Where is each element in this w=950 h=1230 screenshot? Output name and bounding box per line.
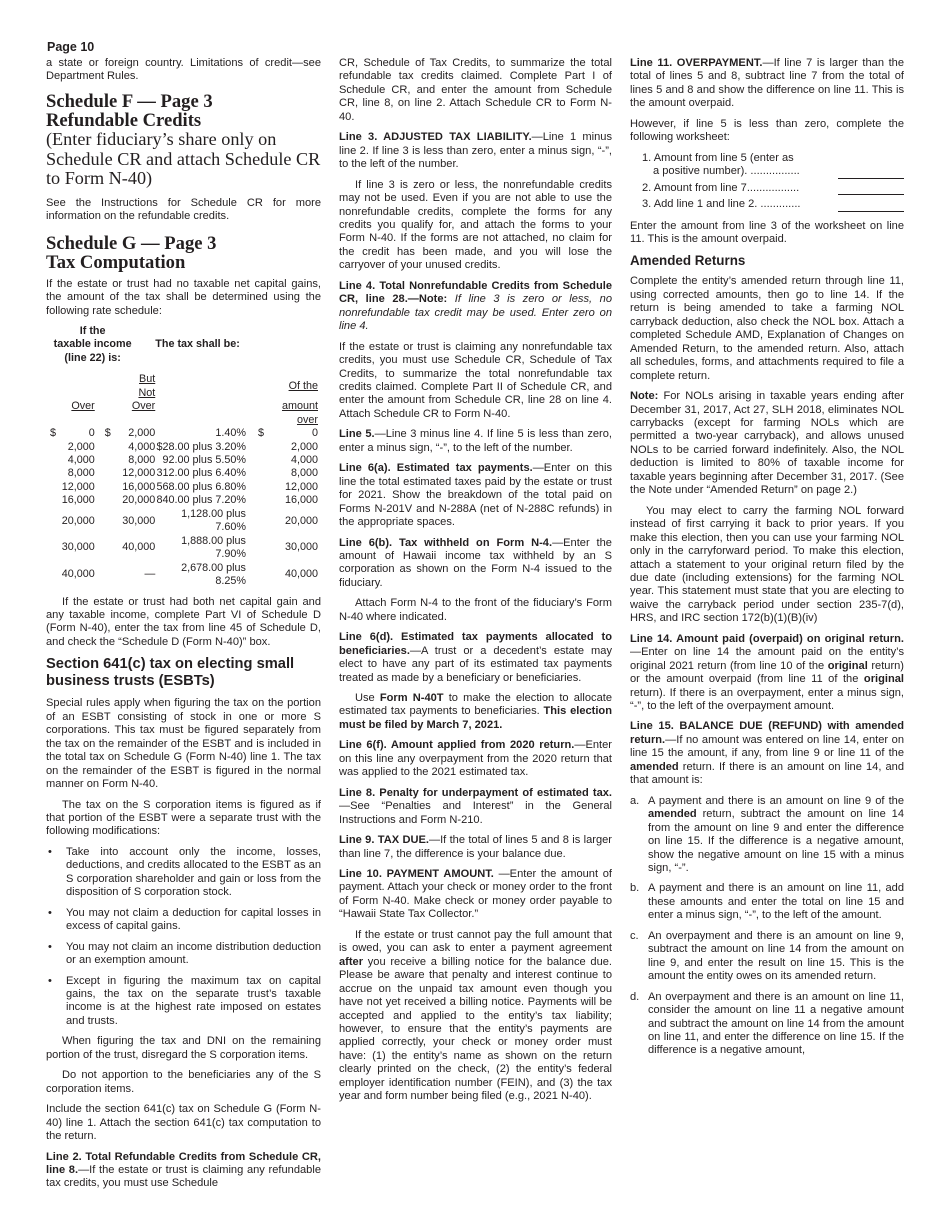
line-4-paragraph: Line 4. Total Nonrefundable Credits from Schedule CR, line 28.—Note: If line 3 is zero or less, no nonrefundable tax credit may be used. Enter zero on line 4. bbox=[339, 279, 612, 333]
rate-cell bbox=[95, 508, 122, 535]
section-641c-heading: Section 641(c) tax on electing small business trusts (ESBTs) bbox=[46, 656, 295, 690]
rate-cell: 1.40% bbox=[215, 427, 246, 440]
rate-cell: 12,000 bbox=[284, 480, 318, 493]
rate-cell: — bbox=[144, 568, 156, 581]
modifications-list bbox=[46, 846, 321, 1028]
rate-cell: $28.00 plus 3.20% bbox=[156, 440, 246, 453]
rate-cell: 8,000 bbox=[67, 467, 95, 480]
schedule-f-subheading: (Enter fiduciary’s share only on Schedule CR and attach Schedule CR to Form N-40) bbox=[46, 128, 321, 189]
paragraph: a state or foreign country. Limitations of credit—see Department Rules. bbox=[46, 57, 321, 83]
rate-cell: 30,000 bbox=[61, 541, 95, 554]
paragraph: Attach Form N-4 to the front of the fiduciary’s Form N-40 where indicated. bbox=[339, 597, 612, 623]
col-butnot: But Not bbox=[138, 373, 156, 399]
list-item: • You may not claim a deduction for capital losses in excess of capital gains. bbox=[46, 907, 321, 934]
rate-cell: 0 bbox=[88, 427, 95, 440]
rate-row bbox=[50, 508, 318, 535]
line-15-conditions-list bbox=[630, 795, 904, 1058]
page-number: Page 10 bbox=[47, 40, 95, 54]
header-if: If the bbox=[79, 324, 106, 337]
line-6b-paragraph: Line 6(b). Tax withheld on Form N-4.—Enter the amount of Hawaii income tax withheld by an S corporation as shown on the Form N-4 issued to the fiduciary. bbox=[339, 536, 612, 589]
rate-cell: 4,000 bbox=[128, 440, 156, 453]
rate-cell: 16,000 bbox=[122, 480, 156, 493]
rate-cell: 40,000 bbox=[284, 568, 318, 581]
line-6a-paragraph: Line 6(a). Estimated tax payments.—Enter on this line the total estimated taxes paid by the estate or trust for 2021. Show the breakdown of the total paid on Forms N-201V and N-288A (net of N-288C refunds) in the appropriate spaces. bbox=[339, 462, 612, 529]
list-item: • Except in figuring the maximum tax on capital gains, the tax on the separate trust’s taxable income is at the highest rate imposed on estates and trusts. bbox=[46, 975, 321, 1029]
worksheet-line-2: 2. Amount from line 7................. bbox=[642, 182, 904, 195]
line-15-paragraph: Line 15. BALANCE DUE (REFUND) with amended return.—If no amount was entered on line 14, enter on line 15 the amount, if any, from line 9 or line 11 of the amended return. If there is an amount on line 14, and that amount is: bbox=[630, 720, 904, 787]
line-6d-paragraph: Line 6(d). Estimated tax payments allocated to beneficiaries.—A trust or a decedent’s estate may elect to have any part of its estimated tax payments treated as made by a beneficiary or beneficiaries. bbox=[339, 631, 612, 684]
rate-cell bbox=[95, 481, 122, 494]
rate-row bbox=[50, 441, 318, 454]
rate-row bbox=[50, 427, 318, 440]
header-tax: The tax shall be: bbox=[155, 338, 240, 351]
rate-cell: 16,000 bbox=[284, 494, 318, 507]
paragraph: Do not apportion to the beneficiaries any of the S corporation items. bbox=[46, 1069, 321, 1095]
table-header-row: over bbox=[296, 413, 318, 426]
rate-cell bbox=[50, 494, 62, 507]
paragraph: Complete the entity’s amended return through line 11, using corrected amounts, then go to line 14. If the return is being amended to take a farming NOL carryback deduction, also check the NOL box. Attach a completed Schedule AMD, Explanation of Changes on Amended Return, to the amended return. Also, attach all schedules, forms, and attachments required to file a complete return. bbox=[630, 275, 904, 382]
rate-cell: 40,000 bbox=[122, 541, 156, 554]
rate-cell bbox=[95, 535, 122, 562]
column-left bbox=[46, 57, 321, 1198]
table-header-row bbox=[50, 352, 318, 365]
worksheet-entry-line bbox=[838, 182, 904, 195]
line-5-paragraph: Line 5.—Line 3 minus line 4. If line 5 is less than zero, enter a minus sign, “-”, to the left of the number. bbox=[339, 428, 612, 454]
col-over: Over bbox=[71, 400, 95, 413]
rate-cell: 2,000 bbox=[290, 440, 318, 453]
amended-returns-heading: Amended Returns bbox=[630, 253, 746, 269]
rate-cell: 4,000 bbox=[290, 454, 318, 467]
line-6f-paragraph: Line 6(f). Amount applied from 2020 return.—Enter on this line any overpayment from the 2020 return that was applied to the 2021 estimated tax. bbox=[339, 739, 612, 779]
rate-cell: $ bbox=[104, 427, 111, 440]
rate-cell: 30,000 bbox=[122, 514, 156, 527]
rate-row bbox=[50, 481, 318, 494]
table-header-row bbox=[50, 338, 318, 351]
rate-cell: 12,000 bbox=[61, 480, 95, 493]
rate-cell bbox=[50, 467, 62, 480]
rate-cell: 20,000 bbox=[284, 514, 318, 527]
line-10-paragraph: Line 10. PAYMENT AMOUNT. —Enter the amount of payment. Attach your check or money order to the front of Form N-40. Make check or money order payable to “Hawaii State Tax Collector.” bbox=[339, 868, 612, 921]
paragraph: If the estate or trust is claiming any nonrefundable tax credits, you must use Schedule CR, Schedule of Tax Credits, to summarize the total nonrefundable tax credits claimed. Complete Part II of Schedule CR, and enter the amount from Schedule CR, line 28 on line 4. Attach Schedule CR to Form N-40. bbox=[339, 340, 612, 420]
rate-cell: $ bbox=[50, 427, 57, 440]
paragraph: Special rules apply when figuring the tax on the portion of an ESBT consisting of stock in one or more S corporations. This tax must be figured separately from the tax on the remainder of the ESBT and is included in the total tax on Schedule G (Form N-40) line 1. The tax on the remainder of the ESBT is figured in the normal manner on Form N-40. bbox=[46, 697, 321, 791]
rate-row bbox=[50, 467, 318, 480]
rate-cell bbox=[50, 535, 62, 562]
rate-cell: 568.00 plus 6.80% bbox=[156, 480, 246, 493]
line-11-paragraph: Line 11. OVERPAYMENT.—If line 7 is larger than the total of lines 5 and 8, subtract line 7 from the total of lines 5 and 8 and show the difference on line 11. This is the amount overpaid. bbox=[630, 57, 905, 110]
rate-cell bbox=[50, 562, 62, 589]
worksheet-entry-line bbox=[838, 166, 904, 179]
list-item: d. An overpayment and there is an amount on line 11, consider the amount on line 11 a negative amount and subtract the amount on line 14 from the amount on line 11, and enter the difference on line 15. If the difference is a negative amount, bbox=[630, 990, 904, 1057]
rate-cell: 840.00 plus 7.20% bbox=[156, 494, 246, 507]
paragraph: If the estate or trust had both net capital gain and any taxable income, complete Part VI of Schedule D (Form N-40), enter the tax from line 45 of Schedule D, and check the “Schedule D (Form N-40)” box. bbox=[46, 595, 321, 648]
rate-cell: 8,000 bbox=[128, 454, 156, 467]
paragraph: Enter the amount from line 3 of the worksheet on line 11. This is the amount overpaid. bbox=[630, 219, 904, 245]
worksheet-line-3: 3. Add line 1 and line 2. ............. bbox=[642, 198, 904, 211]
paragraph: You may elect to carry the farming NOL forward instead of first carrying it back to prior years. If you make this election, then you can use your farming NOL only in the carryforward period. To make this election, attach a statement to your original return filed by the due date (including extensions) for the farming NOL year. This statement must state that you are electing to waive the carryback period under section 235-7(d), HRS, and IRC section 172(b)(1)(B)(iv) bbox=[630, 504, 904, 625]
rate-schedule-table bbox=[50, 325, 318, 589]
paragraph: When figuring the tax and DNI on the remaining portion of the trust, disregard the S corporation items. bbox=[46, 1035, 321, 1061]
worksheet-line-1: 1. Amount from line 5 (enter as bbox=[642, 151, 794, 164]
rate-cell: 20,000 bbox=[122, 494, 156, 507]
column-middle bbox=[339, 57, 612, 1111]
line-14-paragraph: Line 14. Amount paid (overpaid) on original return. —Enter on line 14 the amount paid on the entity’s original 2021 return (from line 10 of the original return) or the amount overpaid (from line 11 of the original return). If there is an overpayment, enter a minus sign, “-”, to the left of the overpayment amount. bbox=[630, 632, 905, 713]
rate-cell: 312.00 plus 6.40% bbox=[156, 467, 246, 480]
paragraph: See the Instructions for Schedule CR for more information on the refundable credits. bbox=[46, 196, 321, 223]
rate-cell bbox=[50, 441, 62, 454]
line-2-paragraph: Line 2. Total Refundable Credits from Schedule CR, line 8.—If the estate or trust is claiming any refundable tax credits, you must use Schedule bbox=[46, 1150, 321, 1190]
line-3-paragraph: Line 3. ADJUSTED TAX LIABILITY.—Line 1 minus line 2. If line 3 is less than zero, enter a minus sign, “-”, to the left of the number. bbox=[339, 131, 613, 171]
rate-cell: 2,000 bbox=[128, 427, 156, 440]
paragraph: However, if line 5 is less than zero, complete the following worksheet: bbox=[630, 117, 904, 144]
table-header-row bbox=[50, 373, 318, 400]
schedule-f-heading: Schedule F — Page 3 Refundable Credits bbox=[46, 90, 213, 131]
rate-cell: 4,000 bbox=[67, 454, 95, 467]
table-header-row bbox=[50, 325, 318, 338]
paragraph: Use Form N-40T to make the election to allocate estimated tax payments to beneficiaries. This election must be filed by March 7, 2021. bbox=[339, 692, 612, 731]
line-9-paragraph: Line 9. TAX DUE.—If the total of lines 5 and 8 is larger than line 7, the difference is your balance due. bbox=[339, 834, 612, 860]
header-line: (line 22) is: bbox=[64, 351, 121, 364]
rate-cell bbox=[50, 454, 62, 467]
worksheet-line-1-cont: a positive number). ................ bbox=[642, 165, 904, 178]
header-taxable: taxable income bbox=[53, 338, 132, 351]
rate-cell: 16,000 bbox=[61, 494, 95, 507]
table-header-row: Over Over amount bbox=[50, 400, 318, 413]
paragraph: CR, Schedule of Tax Credits, to summarize the total refundable tax credits claimed. Complete Part I of Schedule CR, and enter the amount from Schedule CR, line 8, on line 2. Attach Schedule CR to Form N-40. bbox=[339, 57, 612, 123]
rate-cell bbox=[95, 454, 122, 467]
rate-cell: 20,000 bbox=[61, 514, 95, 527]
schedule-g-heading: Schedule G — Page 3 Tax Computation bbox=[46, 232, 217, 273]
column-right bbox=[630, 57, 904, 1065]
line-8-paragraph: Line 8. Penalty for underpayment of estimated tax.—See “Penalties and Interest” in the General Instructions and Form N-210. bbox=[339, 786, 612, 826]
rate-cell: 92.00 plus 5.50% bbox=[162, 454, 246, 467]
list-item: • You may not claim an income distribution deduction or an exemption amount. bbox=[46, 941, 321, 968]
paragraph: Include the section 641(c) tax on Schedule G (Form N-40) line 1. Attach the section 641(c) tax computation to the return. bbox=[46, 1103, 321, 1143]
rate-cell bbox=[95, 494, 122, 507]
rate-cell: 40,000 bbox=[61, 568, 95, 581]
worksheet-entry-line bbox=[838, 199, 904, 212]
rate-cell: $ 0 bbox=[257, 427, 318, 440]
rate-cell: 12,000 bbox=[122, 467, 156, 480]
rate-cell bbox=[50, 481, 62, 494]
rate-row bbox=[50, 454, 318, 467]
overpayment-worksheet bbox=[630, 152, 904, 212]
rate-row bbox=[50, 494, 318, 507]
paragraph: If the estate or trust cannot pay the full amount that is owed, you can ask to enter a payment agreement after you receive a billing notice for the balance due. Please be aware that penalty and interest continue to accrue on the unpaid tax amount even though you have not yet received a billing notice. Payments will be accepted and applied to the entity’s tax liability; however, to ensure that the entity’s payments are applied correctly, your check or money order must have: (1) the entity’s name as shown on the return clearly printed on the check, (2) the entity’s federal employer identification number (FEIN), and (3) the tax year and form number being filed (e.g., 2021 N-40). bbox=[339, 928, 612, 1103]
rate-cell: 1,128.00 plus 7.60% bbox=[181, 507, 246, 534]
col-of: Of the bbox=[288, 380, 318, 393]
list-item: • Take into account only the income, losses, deductions, and credits allocated to the ESBT as an S corporation shareholder and gain or loss from the disposition of S corporation stock. bbox=[46, 846, 321, 900]
paragraph: If the estate or trust had no taxable net capital gains, the amount of the tax shall be determined using the following rate schedule: bbox=[46, 277, 321, 317]
rate-cell: 30,000 bbox=[284, 541, 318, 554]
note-paragraph: Note: For NOLs arising in taxable years ending after December 31, 2017, Act 27, SLH 2018, eliminates NOL carrybacks (except for farming NOLs which are permitted a two-year carryback), and allows unused NOLs to be carried forward indefinitely. Also, the NOL deduction is limited to 80% of taxable income for taxable years beginning after December 31, 2017. (See the Note under “Amended Return” on page 2.) bbox=[630, 390, 904, 497]
rate-cell bbox=[95, 467, 122, 480]
rate-row bbox=[50, 535, 318, 562]
rate-cell bbox=[95, 441, 122, 454]
list-item: c. An overpayment and there is an amount on line 9, subtract the amount on line 14 from the amount on line 9, and enter the result on line 15. This is the amount the entity owes on its amended return. bbox=[630, 929, 904, 983]
list-item: b. A payment and there is an amount on line 11, add these amounts and enter the total on line 15 and enter a minus sign, “-”, to the left of the amount. bbox=[630, 882, 904, 922]
paragraph: The tax on the S corporation items is figured as if that portion of the ESBT were a separate trust with the following modifications: bbox=[46, 798, 321, 838]
rate-cell: 1,888.00 plus 7.90% bbox=[181, 534, 246, 561]
rate-cell: 8,000 bbox=[290, 467, 318, 480]
rate-cell bbox=[50, 508, 62, 535]
rate-row bbox=[50, 562, 318, 589]
list-item: a. A payment and there is an amount on line 9 of the amended return, subtract the amount on line 14 from the amount on line 9 and enter the difference on line 15. If the difference is a negative amount, show the negative amount on line 15 with a minus sign, “-”. bbox=[630, 794, 904, 875]
paragraph: If line 3 is zero or less, the nonrefundable credits may not be used. Even if you are not able to use the nonrefundable credits, complete the forms for any credits you qualify for, and attach the forms to your Form N-40. If the forms are not attached, no claim for the credit has been made, and you will lose the carryover of your unused credits. bbox=[339, 178, 612, 272]
rate-cell: 2,678.00 plus 8.25% bbox=[181, 561, 246, 588]
rate-cell: 2,000 bbox=[67, 440, 95, 453]
rate-cell bbox=[95, 562, 122, 589]
